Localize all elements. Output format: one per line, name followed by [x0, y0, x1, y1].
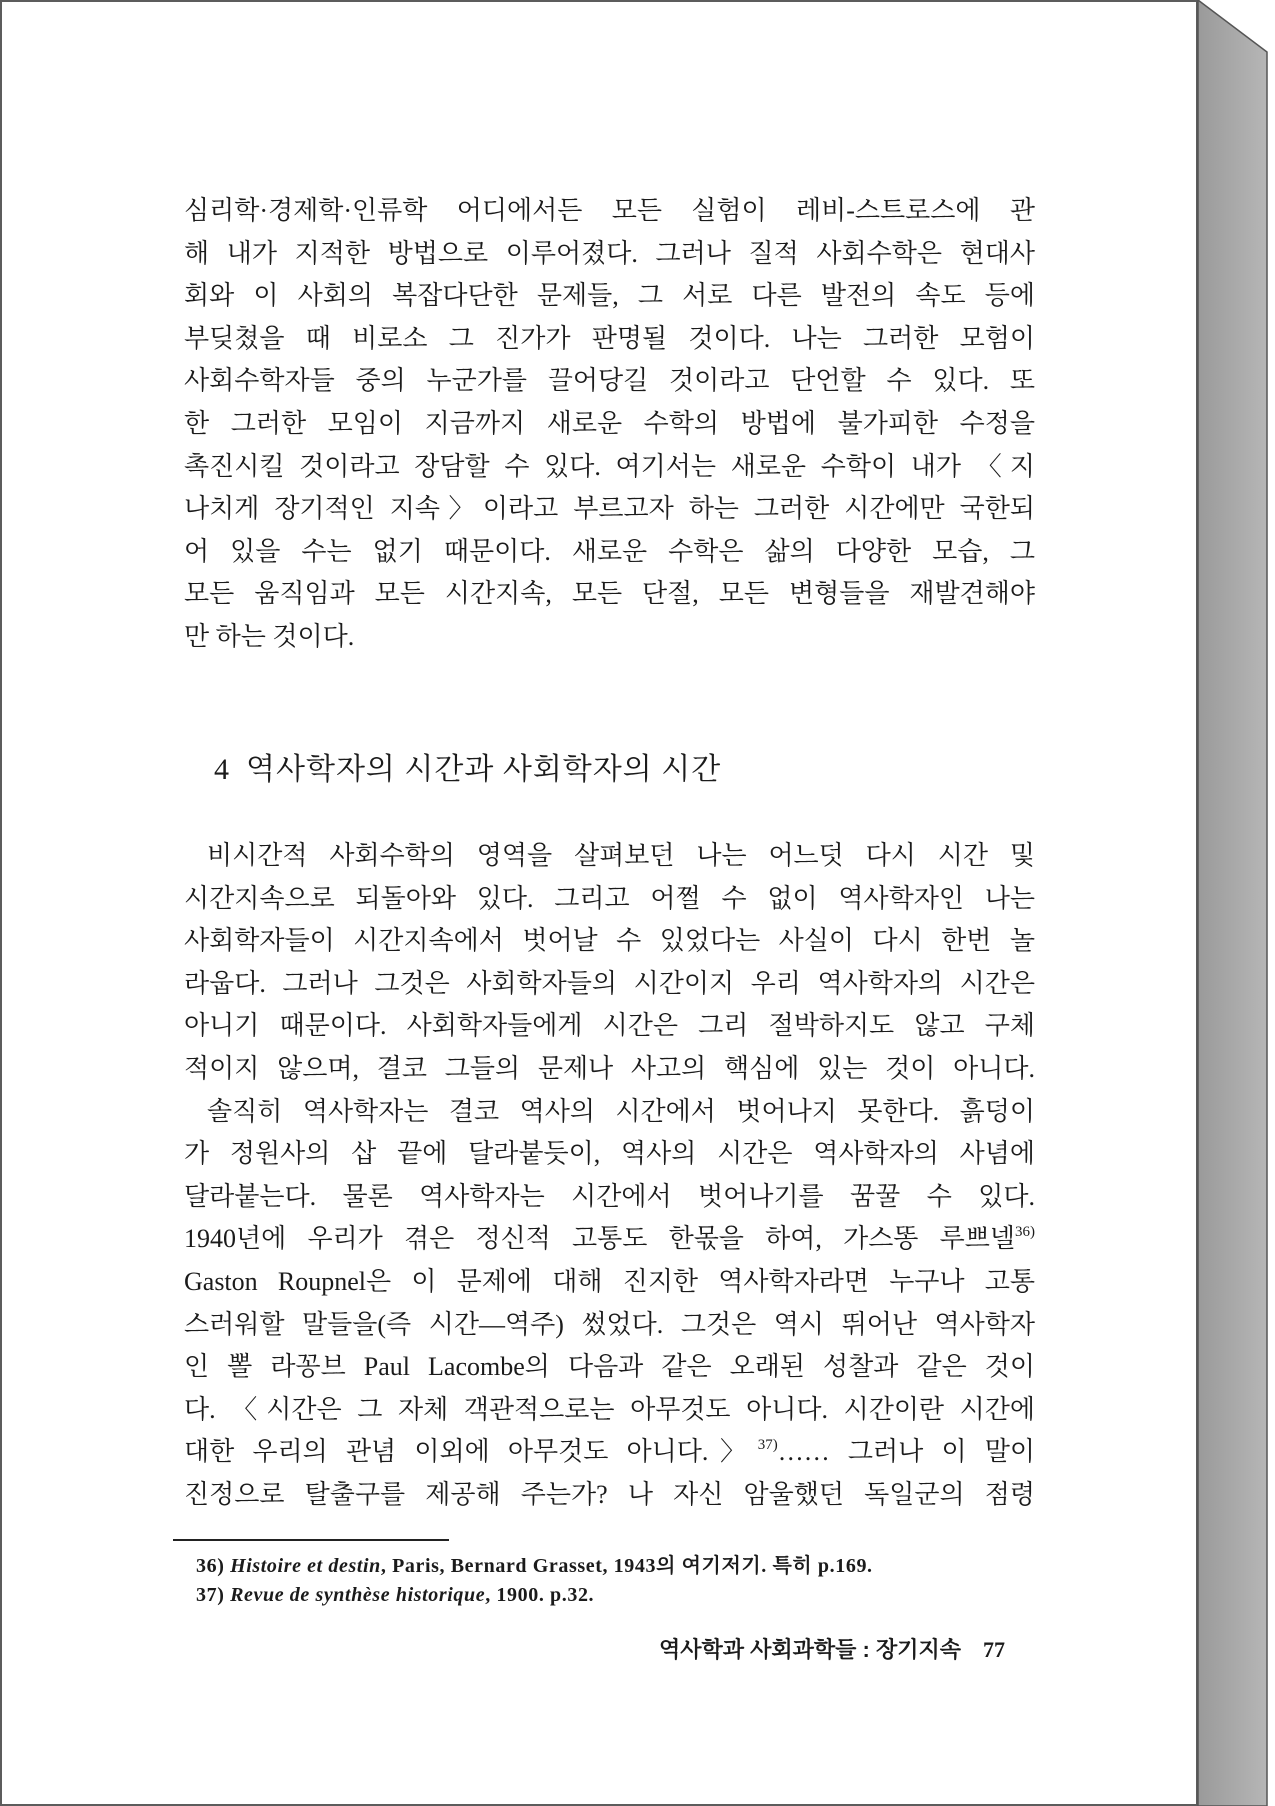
- text-line: 회와 이 사회의 복잡다단한 문제들, 그 서로 다른 발전의 속도 등에: [184, 281, 1035, 311]
- paragraph-group: [184, 835, 1035, 1517]
- text-line: 시간지속으로 되돌아와 있다. 그리고 어쩔 수 없이 역사학자인 나는: [184, 883, 1035, 913]
- footnotes: [196, 1552, 1026, 1610]
- section-number: 4: [214, 753, 230, 786]
- text-line: 달라붙는다. 물론 역사학자는 시간에서 벗어나기를 꿈꿀 수 있다.: [184, 1181, 1035, 1211]
- text-line: 진정으로 탈출구를 제공해 주는가? 나 자신 암울했던 독일군의 점령: [184, 1479, 1035, 1509]
- text-line: 스러워할 말들을(즉 시간—역주) 썼었다. 그것은 역시 뛰어난 역사학자: [184, 1309, 1035, 1339]
- book-edge: [1196, 0, 1275, 1806]
- page-footer: [560, 1634, 1005, 1666]
- text-line: [184, 1218, 1035, 1261]
- footnote-divider: [173, 1539, 449, 1541]
- text-line: 비시간적 사회수학의 영역을 살펴보던 나는 어느덧 다시 시간 및: [207, 841, 1035, 870]
- footnote-details: , 1900. p.32.: [485, 1584, 595, 1606]
- line-text: …… 그러나 이 말이: [777, 1437, 1035, 1467]
- text-line: 부딪쳤을 때 비로소 그 진가가 판명될 것이다. 나는 그러한 모험이: [184, 323, 1035, 353]
- running-title: 역사학과 사회과학들 : 장기지속: [659, 1637, 961, 1662]
- footnote: [196, 1552, 1026, 1581]
- footnote-marker: 36): [196, 1555, 225, 1577]
- text-line: 가 정원사의 삽 끝에 달라붙듯이, 역사의 시간은 역사학자의 사념에: [184, 1139, 1035, 1169]
- text-line: 라웁다. 그러나 그것은 사회학자들의 시간이지 우리 역사학자의 시간은: [184, 968, 1035, 998]
- text-line: 다. 〈시간은 그 자체 객관적으로는 아무것도 아니다. 시간이란 시간에: [184, 1394, 1035, 1424]
- text-line: 모든 움직임과 모든 시간지속, 모든 단절, 모든 변형들을 재발견해야: [184, 579, 1035, 609]
- footnote-details: , Paris, Bernard Grasset, 1943의 여기저기. 특히 p.169.: [380, 1555, 873, 1577]
- text-line: 촉진시킬 것이라고 장담할 수 있다. 여기서는 새로운 수학이 내가 〈지: [184, 451, 1035, 481]
- text-line: 아니기 때문이다. 사회학자들에게 시간은 그리 절박하지도 않고 구체: [184, 1011, 1035, 1041]
- text-line: 솔직히 역사학자는 결코 역사의 시간에서 벗어나지 못한다. 흙덩이: [207, 1096, 1035, 1126]
- footnote-title: Histoire et destin: [230, 1555, 381, 1577]
- text-line: 만 하는 것이다.: [184, 621, 355, 651]
- section-title: 역사학자의 시간과 사회학자의 시간: [246, 753, 722, 786]
- text-line: [184, 1431, 1035, 1474]
- paragraph: [184, 190, 1035, 659]
- text-line: 나치게 장기적인 지속〉이라고 부르고자 하는 그러한 시간에만 국한되: [184, 494, 1035, 524]
- line-text: 1940년에 우리가 겪은 정신적 고통도 한몫을 하여, 가스똥 루쁘넬: [184, 1224, 1015, 1254]
- footnote-ref: 37): [757, 1437, 778, 1454]
- footnote-title: Revue de synthèse historique: [230, 1584, 486, 1606]
- book-edge-face: [1198, 0, 1267, 1806]
- text-line: 어 있을 수는 없기 때문이다. 새로운 수학은 삶의 다양한 모습, 그: [184, 536, 1035, 566]
- footnote: [196, 1581, 1026, 1610]
- text-line: 한 그러한 모임이 지금까지 새로운 수학의 방법에 불가피한 수정을: [184, 408, 1035, 438]
- text-line: 사회수학자들 중의 누군가를 끌어당길 것이라고 단언할 수 있다. 또: [184, 366, 1035, 396]
- footnote-marker: 37): [196, 1584, 225, 1606]
- line-text: 대한 우리의 관념 이외에 아무것도 아니다.〉: [184, 1437, 758, 1467]
- text-line: 인 뽈 라꽁브 Paul Lacombe의 다음과 같은 오래된 성찰과 같은 것이: [184, 1352, 1035, 1382]
- text-line: 적이지 않으며, 결코 그들의 문제나 사고의 핵심에 있는 것이 아니다.: [184, 1053, 1035, 1083]
- text-line: 해 내가 지적한 방법으로 이루어졌다. 그러나 질적 사회수학은 현대사: [184, 238, 1035, 268]
- text-line: 사회학자들이 시간지속에서 벗어날 수 있었다는 사실이 다시 한번 놀: [184, 926, 1035, 956]
- footnote-ref: 36): [1015, 1224, 1035, 1241]
- text-line: Gaston Roupnel은 이 문제에 대해 진지한 역사학자라면 누구나 고통: [184, 1266, 1035, 1296]
- section-heading: [214, 750, 721, 790]
- page-number: 77: [983, 1637, 1005, 1662]
- text-line: 심리학·경제학·인류학 어디에서든 모든 실험이 레비-스트로스에 관: [184, 196, 1035, 225]
